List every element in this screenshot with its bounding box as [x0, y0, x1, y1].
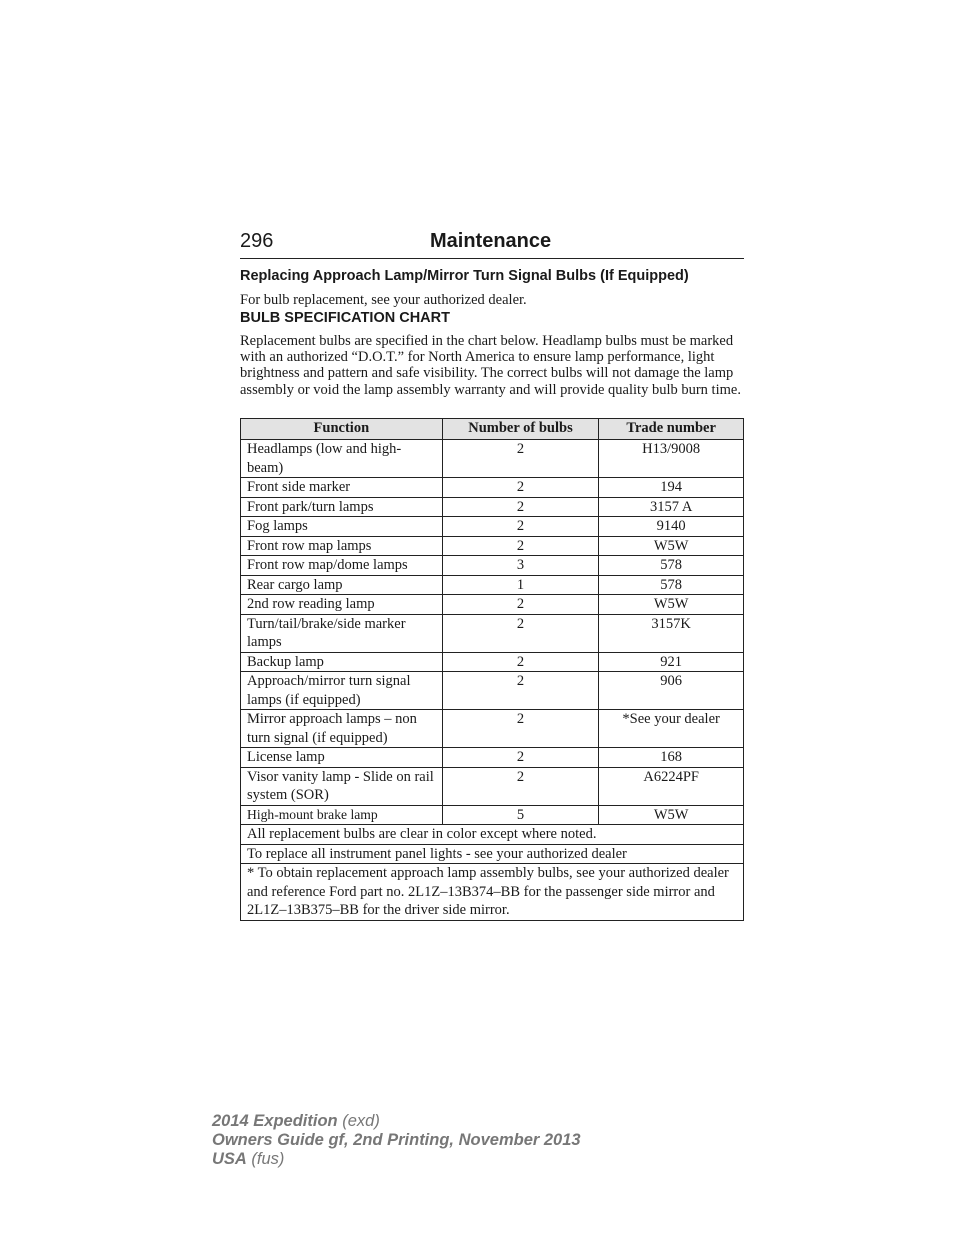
note-clear-color: All replacement bulbs are clear in color except where noted. — [241, 825, 744, 845]
footer-model-code: (exd) — [337, 1112, 380, 1130]
table-note-row — [241, 825, 744, 845]
footer-line-1 — [212, 1112, 581, 1131]
footer-line-3 — [212, 1150, 581, 1169]
section-heading: Replacing Approach Lamp/Mirror Turn Signal Bulbs (If Equipped) — [240, 268, 689, 284]
note-approach-lamp-parts: * To obtain replacement approach lamp assembly bulbs, see your authorized dealer and reference Ford part no. 2L1Z–13B374–BB for the passenger side mirror and 2L1Z–13B375–BB for the driver side mirror. — [241, 864, 744, 921]
cell-trade: 906 — [599, 672, 744, 710]
cell-function: License lamp — [241, 748, 443, 768]
table-row — [241, 767, 744, 805]
table-row — [241, 575, 744, 595]
table-row — [241, 497, 744, 517]
table-note-row — [241, 844, 744, 864]
table-row — [241, 595, 744, 615]
chart-heading: BULB SPECIFICATION CHART — [240, 310, 450, 326]
table-row — [241, 556, 744, 576]
cell-trade: 9140 — [599, 517, 744, 537]
header-function: Function — [241, 419, 443, 440]
page-footer — [212, 1112, 581, 1169]
cell-trade: 194 — [599, 478, 744, 498]
table-row — [241, 536, 744, 556]
cell-function: Front row map/dome lamps — [241, 556, 443, 576]
cell-trade: W5W — [599, 595, 744, 615]
table-note-row — [241, 864, 744, 921]
cell-count: 5 — [442, 805, 599, 825]
cell-function: Rear cargo lamp — [241, 575, 443, 595]
table-header-row — [241, 419, 744, 440]
cell-function: Visor vanity lamp - Slide on rail system (SOR) — [241, 767, 443, 805]
header-trade-number: Trade number — [599, 419, 744, 440]
cell-trade: W5W — [599, 536, 744, 556]
cell-count: 2 — [442, 652, 599, 672]
table-row — [241, 614, 744, 652]
cell-function: Front row map lamps — [241, 536, 443, 556]
cell-count: 2 — [442, 614, 599, 652]
table-row — [241, 652, 744, 672]
section-title: Maintenance — [430, 230, 552, 252]
cell-trade: 921 — [599, 652, 744, 672]
page-number: 296 — [240, 230, 274, 252]
cell-count: 2 — [442, 478, 599, 498]
table-row — [241, 517, 744, 537]
note-instrument-panel: To replace all instrument panel lights - see your authorized dealer — [241, 844, 744, 864]
cell-count: 2 — [442, 748, 599, 768]
footer-market: USA — [212, 1150, 247, 1168]
table-row — [241, 440, 744, 478]
footer-guide: Owners Guide gf, 2nd Printing, November 2013 — [212, 1131, 581, 1149]
cell-trade: 3157 A — [599, 497, 744, 517]
footer-line-2 — [212, 1131, 581, 1150]
cell-function: Mirror approach lamps – non turn signal (if equipped) — [241, 710, 443, 748]
footer-model: 2014 Expedition — [212, 1112, 338, 1130]
cell-function: Turn/tail/brake/side marker lamps — [241, 614, 443, 652]
table-row — [241, 478, 744, 498]
chart-intro-text: Replacement bulbs are specified in the chart below. Headlamp bulbs must be marked with an authorized “D.O.T.” for North America to ensure lamp performance, light brightness and pattern and safe visibility. The correct bulbs will not damage the lamp assembly or void the lamp assembly warranty and will provide quality bulb burn time. — [240, 333, 741, 398]
cell-trade: 168 — [599, 748, 744, 768]
cell-trade: A6224PF — [599, 767, 744, 805]
cell-trade: *See your dealer — [599, 710, 744, 748]
cell-function: High-mount brake lamp — [241, 805, 443, 825]
table-row — [241, 672, 744, 710]
cell-function: Approach/mirror turn signal lamps (if equipped) — [241, 672, 443, 710]
intro-text: For bulb replacement, see your authorized dealer. — [240, 292, 527, 308]
cell-count: 2 — [442, 440, 599, 478]
cell-function: Front park/turn lamps — [241, 497, 443, 517]
table-row — [241, 748, 744, 768]
page-header — [240, 228, 744, 259]
cell-count: 2 — [442, 536, 599, 556]
cell-count: 2 — [442, 497, 599, 517]
cell-trade: 578 — [599, 556, 744, 576]
bulb-spec-table — [240, 418, 744, 921]
cell-function: Headlamps (low and high-beam) — [241, 440, 443, 478]
cell-count: 2 — [442, 767, 599, 805]
cell-count: 2 — [442, 517, 599, 537]
cell-trade: 3157K — [599, 614, 744, 652]
cell-count: 2 — [442, 595, 599, 615]
cell-function: 2nd row reading lamp — [241, 595, 443, 615]
cell-trade: 578 — [599, 575, 744, 595]
cell-count: 3 — [442, 556, 599, 576]
table-row — [241, 805, 744, 825]
footer-market-code: (fus) — [246, 1150, 285, 1168]
cell-count: 1 — [442, 575, 599, 595]
cell-count: 2 — [442, 672, 599, 710]
cell-count: 2 — [442, 710, 599, 748]
cell-trade: H13/9008 — [599, 440, 744, 478]
header-number-of-bulbs: Number of bulbs — [442, 419, 599, 440]
cell-function: Front side marker — [241, 478, 443, 498]
cell-trade: W5W — [599, 805, 744, 825]
cell-function: Backup lamp — [241, 652, 443, 672]
table-row — [241, 710, 744, 748]
cell-function: Fog lamps — [241, 517, 443, 537]
